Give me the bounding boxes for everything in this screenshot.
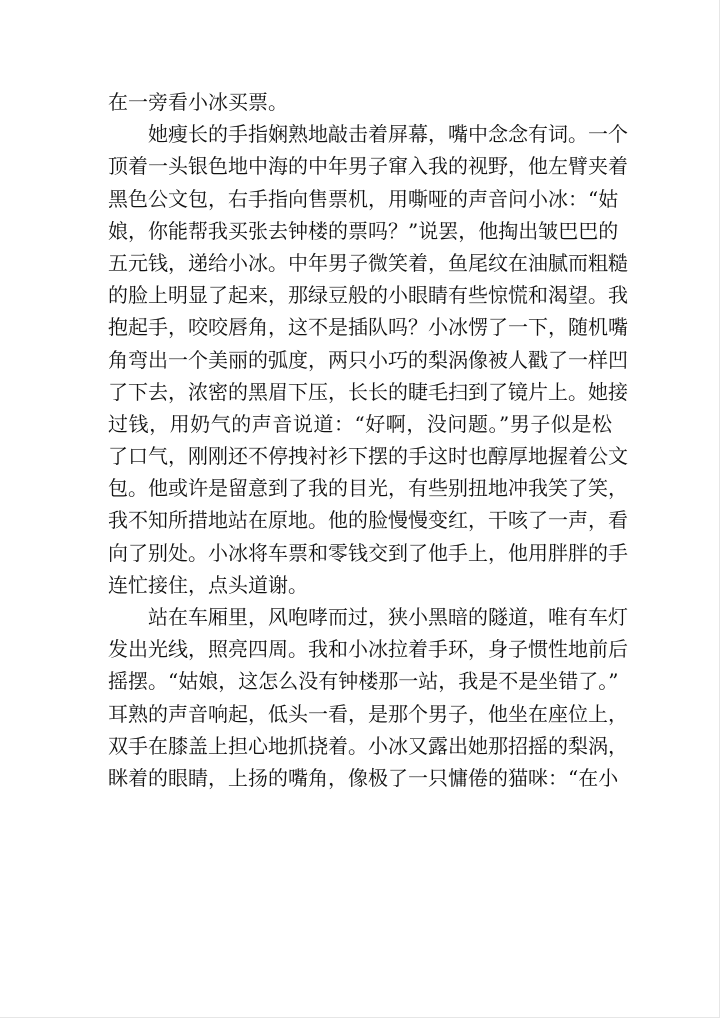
text-line: 五元钱，递给小冰。中年男子微笑着，鱼尾纹在油腻而粗糙	[108, 250, 628, 275]
paragraph-first-line: 站在车厢里，风咆哮而过，狭小黑暗的隧道，唯有车灯	[148, 605, 628, 629]
text-line: 向了别处。小冰将车票和零钱交到了他手上，他用胖胖的手	[108, 540, 628, 565]
text-line: 的脸上明显了起来，那绿豆般的小眼睛有些惊慌和渴望。我	[108, 283, 628, 308]
document-body	[108, 86, 628, 794]
text-line: 角弯出一个美丽的弧度，两只小巧的梨涡像被人戳了一样凹	[108, 347, 628, 372]
text-line: 耳熟的声音响起，低头一看，是那个男子，他坐在座位上，	[108, 701, 628, 726]
text-line: 我不知所措地站在原地。他的脸慢慢变红，干咳了一声，看	[108, 508, 628, 533]
text-line: 娘，你能帮我买张去钟楼的票吗？”说罢，他掏出皱巴巴的	[108, 218, 619, 243]
text-line: 了下去，浓密的黑眉下压，长长的睫毛扫到了镜片上。她接	[108, 379, 628, 404]
text-line: 了口气，刚刚还不停拽衬衫下摆的手这时也醇厚地握着公文	[108, 444, 628, 469]
text-line: 摇摆。“姑娘，这怎么没有钟楼那一站，我是不是坐错了。”	[108, 669, 619, 694]
paragraph-first-line: 她瘦长的手指娴熟地敲击着屏幕，嘴中念念有词。一个	[148, 122, 628, 147]
text-line: 抱起手，咬咬唇角，这不是插队吗？小冰愣了一下，随机嘴	[108, 315, 628, 340]
text-line: 双手在膝盖上担心地抓挠着。小冰又露出她那招摇的梨涡，	[108, 733, 628, 758]
paragraph-last-line: 连忙接住，点头道谢。	[108, 572, 308, 597]
text-line: 顶着一头银色地中海的中年男子窜入我的视野，他左臂夹着	[108, 154, 628, 179]
text-line: 包。他或许是留意到了我的目光，有些别扭地冲我笑了笑，	[108, 476, 628, 501]
text-line: 发出光线，照亮四周。我和小冰拉着手环，身子惯性地前后	[108, 637, 628, 662]
text-line: 在一旁看小冰买票。	[108, 90, 288, 114]
text-line: 黑色公文包，右手指向售票机，用嘶哑的声音问小冰：“姑	[108, 186, 619, 211]
text-line: 过钱，用奶气的声音说道：“好啊，没问题。”男子似是松	[108, 411, 612, 436]
text-line: 眯着的眼睛，上扬的嘴角，像极了一只慵倦的猫咪：“在小	[108, 765, 619, 790]
